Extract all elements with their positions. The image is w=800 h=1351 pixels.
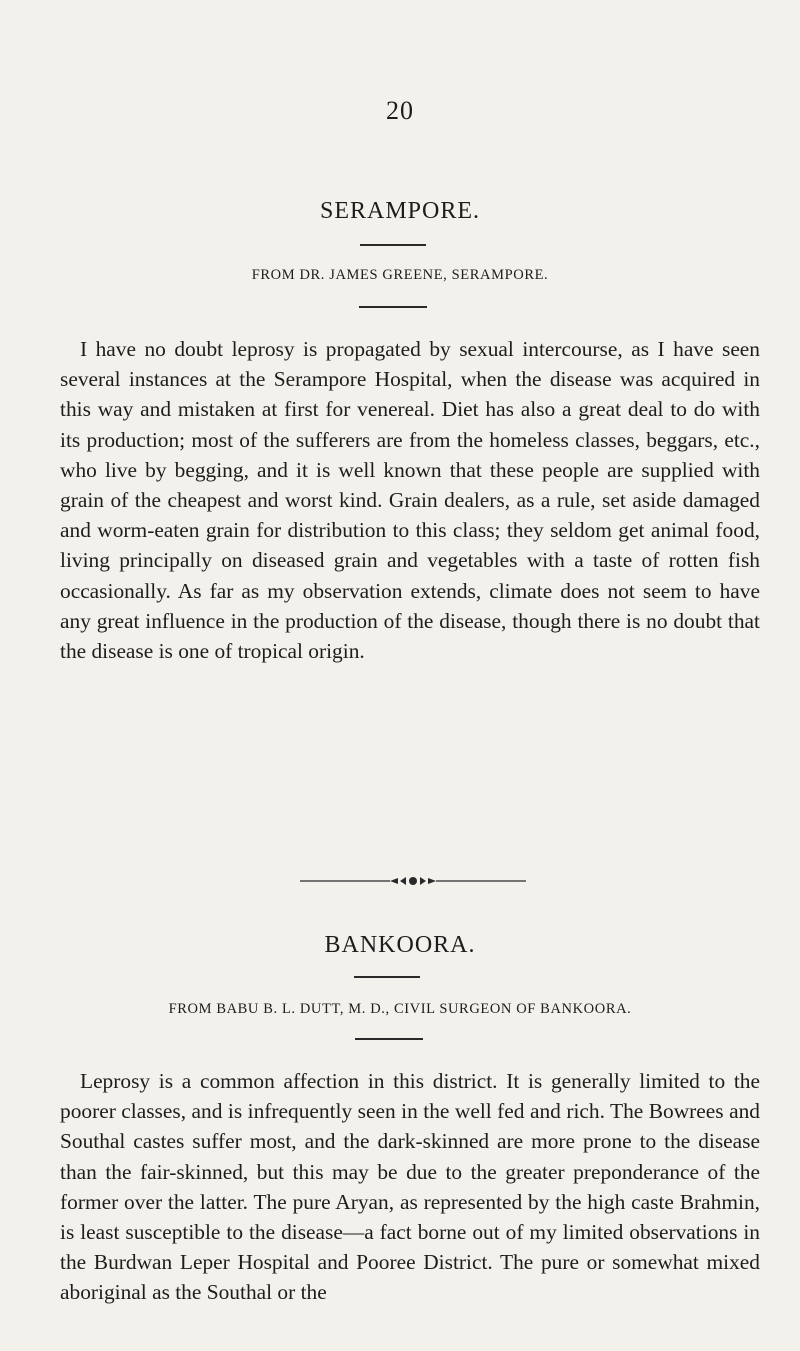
byline-serampore: FROM DR. JAMES GREENE, SERAMPORE. (251, 267, 549, 283)
body-text-bankoora (60, 1066, 760, 1308)
byline-rule (359, 306, 427, 308)
paragraph: I have no doubt leprosy is propagated by sexual intercourse, as I have seen several instances at the Serampore Hospital, when the disease was acquired in this way and mistaken at first for venereal. Diet has also a great deal to do with its production; most of the sufferers are from the homeless classes, beggars, etc., who live by begging, and it is well known that these people are supplied with grain of the cheapest and worst kind. Grain dealers, as a rule, set aside damaged and worm-eaten grain for distribution to this class; they seldom get animal food, living principally on diseased grain and vegetables with a taste of rotten fish occasionally. As far as my observation extends, climate does not seem to have any great influence in the production of the disease, though there is no doubt that the disease is one of tropical origin. (60, 337, 760, 664)
title-rule (360, 244, 426, 246)
byline-rule (355, 1038, 423, 1040)
section-title-bankoora: BANKOORA. (324, 932, 476, 958)
paragraph: Leprosy is a common affection in this district. It is generally limited to the poorer classes, and is infrequently seen in the well fed and rich. The Bowrees and Southal castes suffer most, and the dark-skinned are more prone to the disease than the fair-skinned, but this may be due to the greater preponderance of the former over the latter. The pure Aryan, as represented by the high caste Brahmin, is least susceptible to the disease—a fact borne out of my limited observations in the Burdwan Leper Hospital and Pooree District. The pure or somewhat mixed aboriginal as the Southal or the (60, 1069, 760, 1305)
body-text-serampore (60, 334, 760, 666)
title-rule (354, 976, 420, 978)
byline-bankoora: FROM BABU B. L. DUTT, M. D., CIVIL SURGEON OF BANKOORA. (168, 1001, 632, 1017)
page-number: 20 (386, 96, 414, 125)
section-divider-ornament (298, 874, 528, 888)
section-title-serampore: SERAMPORE. (319, 198, 481, 224)
